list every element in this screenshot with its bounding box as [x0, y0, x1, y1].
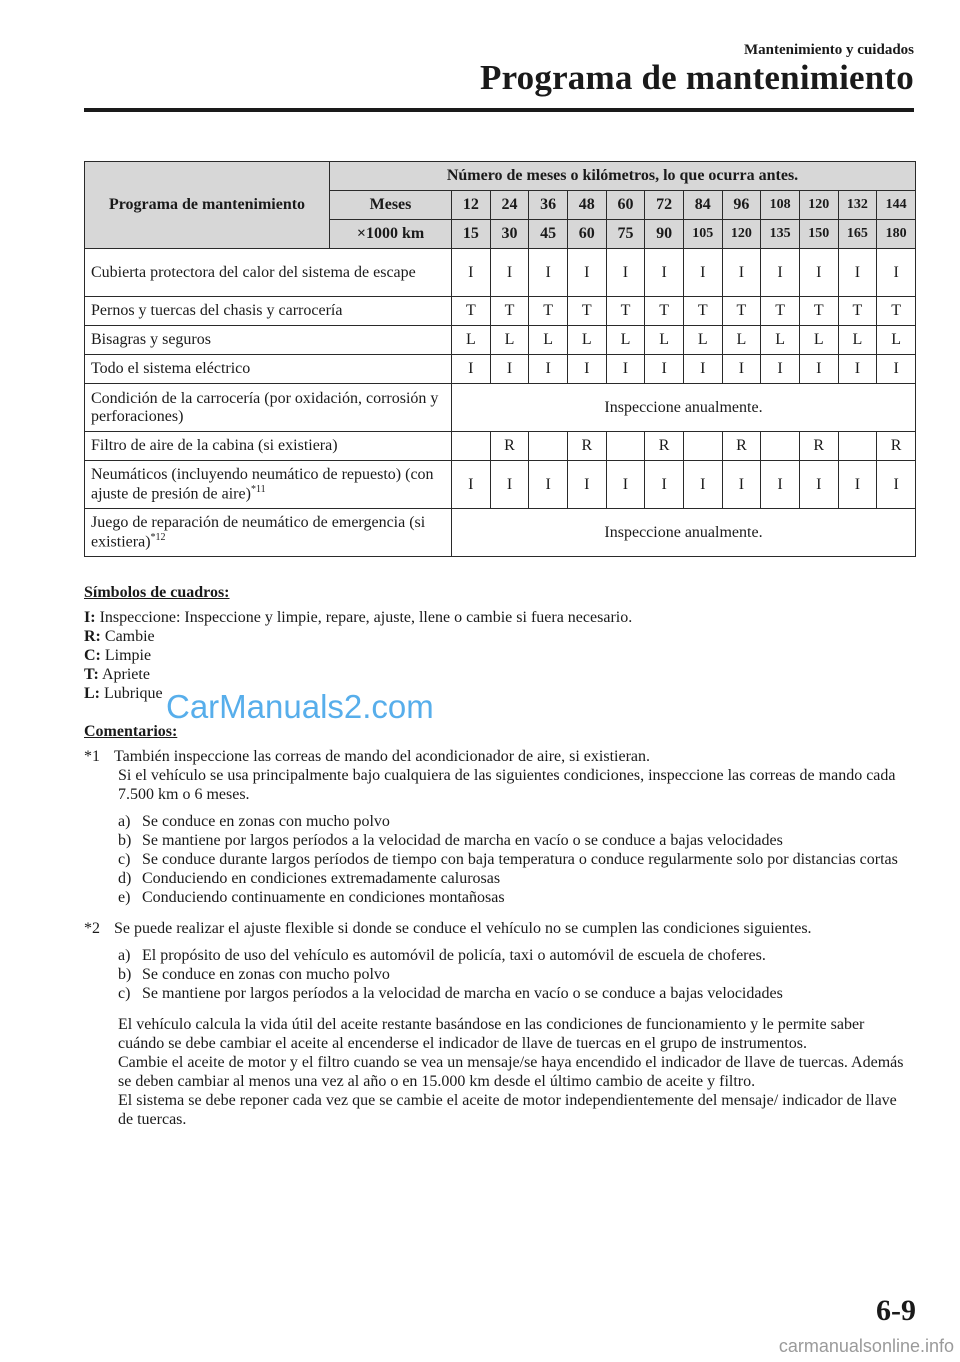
interval-cell: L — [606, 326, 645, 355]
interval-cell: L — [490, 326, 529, 355]
months-label: Meses — [330, 191, 452, 220]
row-item-text: Pernos y tuercas del chasis y carrocería — [91, 302, 343, 320]
interval-cell: R — [645, 432, 684, 461]
interval-cell: R — [567, 432, 606, 461]
list-text: Se conduce en zonas con mucho polvo — [142, 966, 390, 983]
months-cell: 144 — [877, 191, 916, 220]
interval-cell: I — [645, 249, 684, 297]
note-1 — [84, 747, 914, 766]
km-cell: 180 — [877, 220, 916, 249]
interval-cell: L — [529, 326, 568, 355]
months-cell: 60 — [606, 191, 645, 220]
interval-cell: I — [761, 461, 800, 509]
list-key: e) — [118, 889, 131, 906]
list-key: d) — [118, 870, 132, 887]
interval-cell: I — [567, 461, 606, 509]
row-item-text: Bisagras y seguros — [91, 331, 211, 349]
km-cell: 30 — [490, 220, 529, 249]
months-cell: 72 — [645, 191, 684, 220]
row-item-text: Juego de reparación de neumático de emergencia (si existiera) — [91, 513, 426, 551]
interval-cell — [838, 432, 877, 461]
km-cell: 75 — [606, 220, 645, 249]
note-2-text: Se puede realizar el ajuste flexible si donde se conduce el vehículo no se cumplen las condiciones siguientes. — [114, 920, 812, 937]
note-2-para-1: El vehículo calcula la vida útil del aceite restante basándose en las condiciones de funcionamiento y le permite saber cuándo se debe cambiar el aceite al encenderse el indicador de llave de tuercas en el grupo de instrumentos. — [118, 1016, 865, 1052]
km-cell: 90 — [645, 220, 684, 249]
symbols-title: Símbolos de cuadros: — [84, 584, 230, 601]
list-text: Se conduce durante largos períodos de tiempo con baja temperatura o conduce regularmente solo por distancias cortas — [142, 851, 898, 868]
note-2 — [84, 919, 914, 938]
list-text: El propósito de uso del vehículo es automóvil de policía, taxi o automóvil de escuela de choferes. — [142, 947, 766, 964]
interval-cell: T — [490, 297, 529, 326]
symbol-line — [84, 665, 632, 684]
months-cell: 120 — [799, 191, 838, 220]
interval-cell: R — [490, 432, 529, 461]
table-span-header: Número de meses o kilómetros, lo que ocurra antes. — [330, 162, 916, 191]
interval-cell: I — [567, 355, 606, 384]
interval-cell: I — [606, 461, 645, 509]
list-item — [118, 869, 914, 888]
interval-cell: R — [799, 432, 838, 461]
table-row — [85, 326, 916, 355]
interval-cell: I — [645, 461, 684, 509]
row-item-text: Condición de la carrocería (por oxidación, corrosión y perforaciones) — [91, 389, 439, 425]
note-1-text-2: Si el vehículo se usa principalmente bajo cualquiera de las siguientes condiciones, inspeccione las correas de mando cada 7.500 km o 6 meses. — [118, 767, 896, 803]
interval-cell: T — [683, 297, 722, 326]
symbol-text: Lubrique — [104, 685, 163, 702]
note-2-paragraph — [84, 1015, 914, 1129]
row-item-label — [85, 355, 452, 384]
symbol-key: I: — [84, 609, 96, 626]
interval-cell: I — [683, 355, 722, 384]
interval-cell: I — [606, 249, 645, 297]
interval-cell: L — [683, 326, 722, 355]
page-title: Programa de mantenimiento — [479, 58, 914, 97]
months-cell: 132 — [838, 191, 877, 220]
symbol-key: R: — [84, 628, 101, 645]
note-2-list — [84, 946, 914, 1003]
symbol-line — [84, 608, 632, 627]
interval-cell: I — [529, 355, 568, 384]
list-item — [118, 984, 914, 1003]
interval-cell: I — [799, 355, 838, 384]
interval-cell: I — [722, 355, 761, 384]
list-item — [118, 812, 914, 831]
page-number: 6-9 — [876, 1294, 916, 1327]
list-item — [118, 888, 914, 907]
interval-cell: I — [877, 355, 916, 384]
interval-cell: I — [799, 461, 838, 509]
interval-cell: I — [761, 249, 800, 297]
note-1-text: También inspeccione las correas de mando del acondicionador de aire, si existieran. — [114, 748, 650, 765]
interval-cell: T — [761, 297, 800, 326]
note-2-para-3: El sistema se debe reponer cada vez que se cambie el aceite de motor independientemente del mensaje/ indicador de llave de tuercas. — [118, 1092, 897, 1128]
interval-cell: I — [606, 355, 645, 384]
interval-cell: L — [799, 326, 838, 355]
row-item-label — [85, 249, 452, 297]
interval-cell: I — [722, 249, 761, 297]
interval-cell: I — [645, 355, 684, 384]
row-item-label — [85, 509, 452, 557]
interval-cell: L — [761, 326, 800, 355]
interval-cell: L — [452, 326, 491, 355]
symbol-key: C: — [84, 647, 101, 664]
section-label: Mantenimiento y cuidados — [743, 42, 914, 58]
interval-cell: I — [452, 249, 491, 297]
row-item-text: Cubierta protectora del calor del sistema de escape — [91, 263, 416, 281]
note-2-para-2: Cambie el aceite de motor y el filtro cuando se vea un mensaje/se haya encendido el indicador de llave de tuercas. Además se deben cambiar al menos una vez al año o en 15.000 km desde el último cambio de aceite y filtro. — [118, 1054, 904, 1090]
months-cell: 48 — [567, 191, 606, 220]
interval-cell: I — [490, 249, 529, 297]
interval-cell — [683, 432, 722, 461]
interval-cell: T — [567, 297, 606, 326]
row-item-text: Todo el sistema eléctrico — [91, 360, 251, 378]
interval-cell: I — [452, 461, 491, 509]
footer-watermark: carmanualsonline.info — [778, 1336, 954, 1356]
table-row — [85, 432, 916, 461]
interval-cell — [452, 432, 491, 461]
interval-cell: R — [877, 432, 916, 461]
comments-section — [84, 722, 914, 1129]
interval-cell: L — [722, 326, 761, 355]
note-1-list — [84, 812, 914, 907]
heading-divider — [84, 108, 914, 112]
km-cell: 15 — [452, 220, 491, 249]
row-item-label — [85, 432, 452, 461]
note-1-number: *1 — [84, 748, 100, 765]
km-cell: 150 — [799, 220, 838, 249]
interval-cell: T — [877, 297, 916, 326]
interval-cell: T — [606, 297, 645, 326]
interval-cell: I — [838, 249, 877, 297]
interval-cell — [529, 432, 568, 461]
symbol-key: T: — [84, 666, 99, 683]
table-row — [85, 249, 916, 297]
list-text: Se conduce en zonas con mucho polvo — [142, 813, 390, 830]
list-text: Se mantiene por largos períodos a la velocidad de marcha en vacío o se conduce a bajas velocidades — [142, 832, 783, 849]
km-label: ×1000 km — [330, 220, 452, 249]
interval-cell: I — [567, 249, 606, 297]
list-key: b) — [118, 832, 132, 849]
row-span-note: Inspeccione anualmente. — [452, 384, 916, 432]
table-row — [85, 297, 916, 326]
list-key: c) — [118, 985, 131, 1002]
row-span-note: Inspeccione anualmente. — [452, 509, 916, 557]
list-item — [118, 850, 914, 869]
interval-cell: L — [838, 326, 877, 355]
interval-cell: I — [683, 249, 722, 297]
km-cell: 45 — [529, 220, 568, 249]
months-cell: 96 — [722, 191, 761, 220]
list-key: a) — [118, 813, 131, 830]
months-cell: 36 — [529, 191, 568, 220]
km-cell: 60 — [567, 220, 606, 249]
table-corner-header: Programa de mantenimiento — [85, 162, 330, 249]
interval-cell: L — [567, 326, 606, 355]
row-item-text: Neumáticos (incluyendo neumático de repuesto) (con ajuste de presión de aire) — [91, 465, 434, 503]
interval-cell: T — [838, 297, 877, 326]
interval-cell: T — [645, 297, 684, 326]
list-item — [118, 831, 914, 850]
months-cell: 108 — [761, 191, 800, 220]
interval-cell: I — [529, 461, 568, 509]
symbol-line — [84, 646, 632, 665]
symbol-text: Apriete — [101, 666, 150, 683]
km-cell: 135 — [761, 220, 800, 249]
interval-cell: I — [838, 461, 877, 509]
interval-cell: I — [877, 461, 916, 509]
interval-cell: I — [490, 355, 529, 384]
row-item-label — [85, 384, 452, 432]
row-item-text: Filtro de aire de la cabina (si existiera) — [91, 437, 338, 455]
list-item — [118, 946, 914, 965]
table-header-row — [85, 162, 916, 191]
table-row — [85, 461, 916, 509]
km-cell: 105 — [683, 220, 722, 249]
months-cell: 24 — [490, 191, 529, 220]
row-item-label — [85, 297, 452, 326]
symbol-line — [84, 627, 632, 646]
watermark-logo: CarManuals2.com — [166, 688, 434, 725]
maintenance-table — [84, 161, 916, 557]
km-cell: 120 — [722, 220, 761, 249]
list-key: a) — [118, 947, 131, 964]
row-item-footnote: *12 — [150, 531, 166, 543]
table-row — [85, 509, 916, 557]
list-text: Se mantiene por largos períodos a la velocidad de marcha en vacío o se conduce a bajas velocidades — [142, 985, 783, 1002]
interval-cell — [761, 432, 800, 461]
interval-cell: I — [490, 461, 529, 509]
symbol-text: Cambie — [104, 628, 155, 645]
interval-cell: I — [683, 461, 722, 509]
interval-cell: I — [452, 355, 491, 384]
note-2-number: *2 — [84, 920, 100, 937]
interval-cell: I — [838, 355, 877, 384]
interval-cell: T — [722, 297, 761, 326]
row-item-label — [85, 326, 452, 355]
interval-cell: I — [722, 461, 761, 509]
symbols-legend — [84, 583, 632, 703]
months-cell: 12 — [452, 191, 491, 220]
symbol-text: Limpie — [104, 647, 152, 664]
comments-title: Comentarios: — [84, 723, 178, 740]
interval-cell — [606, 432, 645, 461]
interval-cell: L — [877, 326, 916, 355]
interval-cell: T — [529, 297, 568, 326]
table-row — [85, 355, 916, 384]
interval-cell: I — [877, 249, 916, 297]
interval-cell: T — [452, 297, 491, 326]
km-cell: 165 — [838, 220, 877, 249]
interval-cell: T — [799, 297, 838, 326]
list-key: c) — [118, 851, 131, 868]
interval-cell: R — [722, 432, 761, 461]
list-key: b) — [118, 966, 132, 983]
table-row — [85, 384, 916, 432]
symbol-key: L: — [84, 685, 100, 702]
row-item-footnote: *11 — [250, 483, 266, 495]
months-cell: 84 — [683, 191, 722, 220]
list-text: Conduciendo continuamente en condiciones montañosas — [142, 889, 505, 906]
row-item-label — [85, 461, 452, 509]
interval-cell: L — [645, 326, 684, 355]
interval-cell: I — [761, 355, 800, 384]
interval-cell: I — [529, 249, 568, 297]
list-item — [118, 965, 914, 984]
symbol-text: Inspeccione: Inspeccione y limpie, repare, ajuste, llene o cambie si fuera necesario. — [99, 609, 633, 626]
list-text: Conduciendo en condiciones extremadamente calurosas — [142, 870, 501, 887]
interval-cell: I — [799, 249, 838, 297]
